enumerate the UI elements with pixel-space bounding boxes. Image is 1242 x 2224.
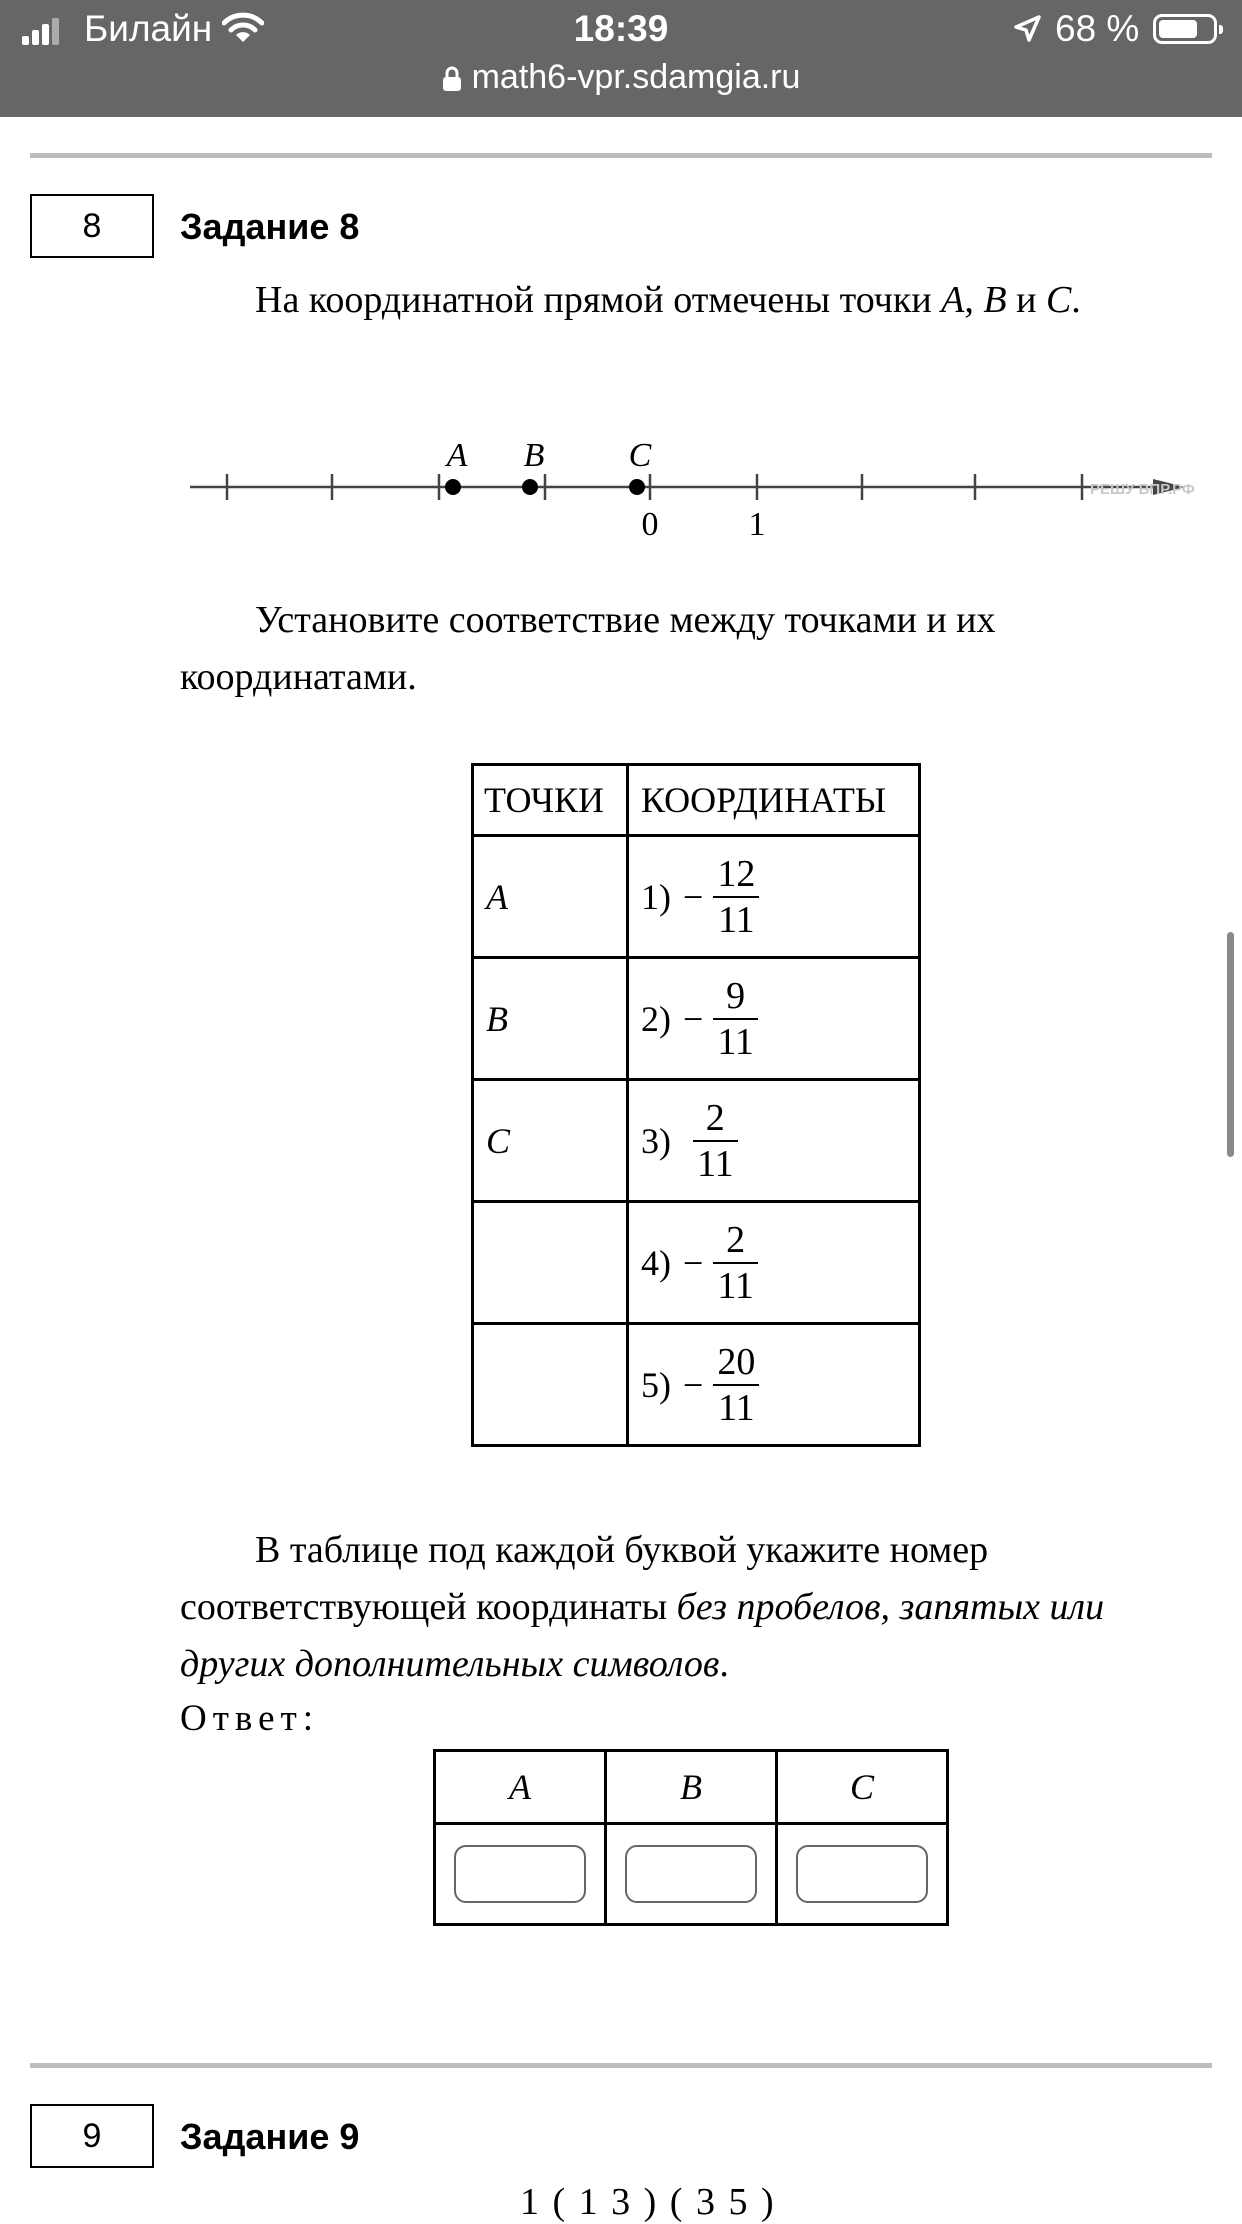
url-text: math6-vpr.sdamgia.ru [471, 58, 801, 96]
coord-cell: 1) − $\frac{12}{11}$ [628, 836, 920, 958]
task-number-box: 9 [30, 2104, 154, 2168]
point-label-a: A [446, 437, 468, 474]
fraction: $\frac{9}{11}$ [713, 974, 758, 1064]
divider [30, 153, 1212, 158]
answer-label: Ответ: [180, 1698, 320, 1739]
task-title: Задание 8 [180, 206, 360, 247]
tick-label-1: 1 [748, 506, 766, 540]
coord-cell: 4) − $\frac{2}{11}$ [628, 1202, 920, 1324]
task-title: Задание 9 [180, 2116, 360, 2157]
point-cell [473, 1202, 628, 1324]
task9-expression-partial: 1 ( 1 3 ) ( 3 5 ) [520, 2181, 776, 2223]
point-cell: A [473, 836, 628, 958]
fraction: $\frac{2}{11}$ [713, 1218, 758, 1308]
point-label-b: B [523, 437, 545, 474]
header-coords: КООРДИНАТЫ [628, 765, 920, 836]
scrollbar[interactable] [1227, 932, 1234, 1157]
answer-input-c[interactable] [796, 1845, 928, 1903]
point-cell [473, 1324, 628, 1446]
answer-input-a[interactable] [454, 1845, 586, 1903]
answer-header-b: B [606, 1751, 777, 1824]
lock-icon [442, 66, 462, 92]
status-bar [0, 0, 1242, 117]
fraction: $\frac{2}{11}$ [693, 1096, 738, 1186]
location-arrow-icon [1012, 14, 1042, 44]
answer-header-a: A [435, 1751, 606, 1824]
point-cell: C [473, 1080, 628, 1202]
number-line [185, 430, 1205, 540]
battery-icon [1153, 14, 1217, 44]
task-intro: На координатной прямой отмечены точки A, B и C. [255, 279, 1081, 321]
point-c-dot [629, 479, 645, 495]
point-label-c: C [628, 437, 652, 474]
divider [30, 2063, 1212, 2068]
carrier-name: Билайн [84, 8, 213, 49]
task-number-box: 8 [30, 194, 154, 258]
answer-header-c: C [777, 1751, 948, 1824]
answer-table [433, 1749, 949, 1926]
address-bar[interactable] [0, 58, 1242, 97]
coord-cell: 5) − $\frac{20}{11}$ [628, 1324, 920, 1446]
coord-cell: 3) $\frac{2}{11}$ [628, 1080, 920, 1202]
point-a-dot [445, 479, 461, 495]
clock: 18:39 [573, 8, 669, 49]
instruction-text: Установите соответствие между точками и их координатами. [180, 599, 996, 698]
tick-label-0: 0 [641, 506, 659, 540]
battery-percent: 68 % [1055, 8, 1140, 49]
fraction: $\frac{20}{11}$ [713, 1340, 759, 1430]
header-points: ТОЧКИ [473, 765, 628, 836]
answer-input-b[interactable] [625, 1845, 757, 1903]
point-cell: B [473, 958, 628, 1080]
matching-table [471, 763, 921, 1447]
coord-cell: 2) − $\frac{9}{11}$ [628, 958, 920, 1080]
fraction: $\frac{12}{11}$ [713, 852, 759, 942]
answer-instruction: В таблице под каждой буквой укажите номер соответствующей координаты без пробелов, запятых или других дополнительных символов. [180, 1529, 1105, 1685]
watermark: РЕШУ ВПР.РФ [1090, 481, 1195, 498]
point-b-dot [522, 479, 538, 495]
